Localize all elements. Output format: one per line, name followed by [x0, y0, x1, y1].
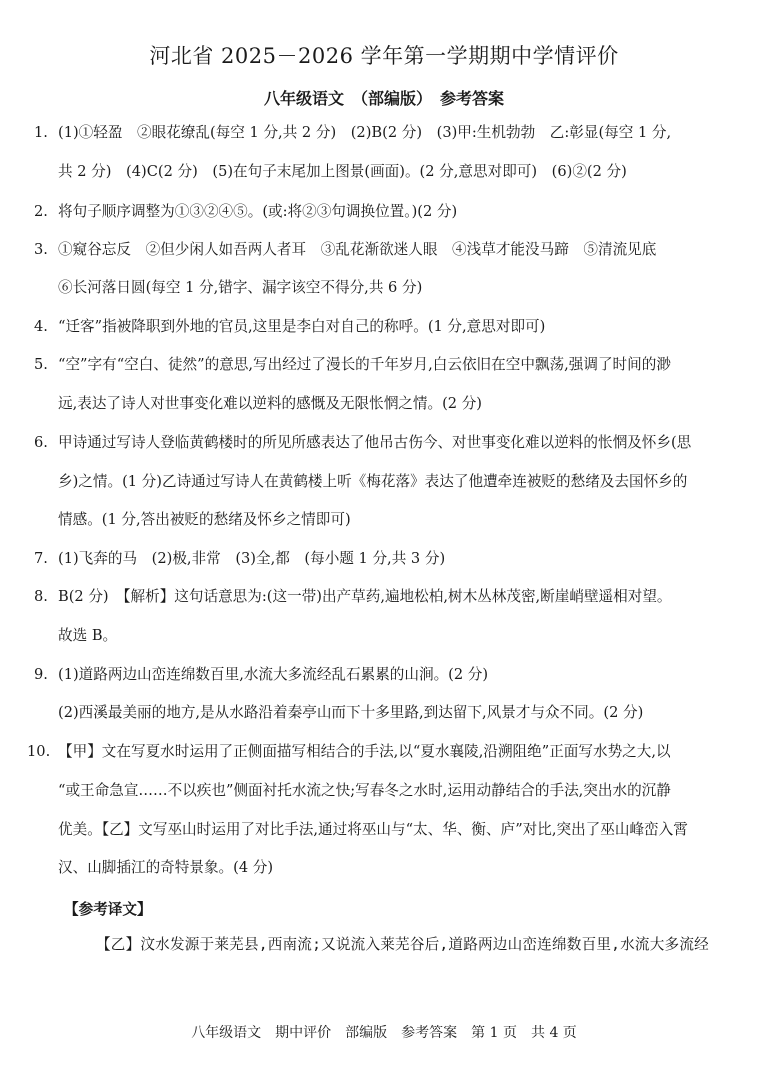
- reference-translation-heading: 【参考译文】: [64, 901, 152, 918]
- answer-2-number: 2.: [34, 203, 48, 220]
- answer-9-text-1: (1)道路两边山峦连绵数百里,水流大多流经乱石累累的山涧。(2 分): [58, 666, 489, 683]
- answer-6-line-3: [58, 510, 748, 530]
- answer-1-line-1: [34, 123, 748, 143]
- answer-4-line-1: [34, 317, 748, 337]
- answer-5-line-1: [34, 355, 748, 375]
- answer-2-line-1: [34, 202, 748, 222]
- answer-10-line-2: [58, 781, 748, 801]
- answer-3-line-1: [34, 240, 748, 260]
- answer-1-text-1: (1)①轻盈 ②眼花缭乱(每空 1 分,共 2 分) (2)B(2 分) (3)甲:生机勃勃 乙:彰显(每空 1 分,: [58, 124, 672, 141]
- answer-1-line-2: [58, 162, 748, 182]
- answer-9-line-1: [34, 665, 748, 685]
- answer-8-number: 8.: [34, 588, 48, 605]
- answer-3-text-2: ⑥长河落日圆(每空 1 分,错字、漏字该空不得分,共 6 分): [58, 279, 423, 296]
- document-subtitle: 八年级语文 （部编版） 参考答案: [263, 89, 504, 108]
- answer-4-number: 4.: [34, 318, 48, 335]
- answer-1-text-2: 共 2 分) (4)C(2 分) (5)在句子末尾加上图景(画面)。(2 分,意思对即可) (6)②(2 分): [58, 163, 627, 180]
- answer-3-number: 3.: [34, 241, 48, 258]
- answer-5-text-1: “空”字有“空白、徒然”的意思,写出经过了漫长的千年岁月,白云依旧在空中飘荡,强调了时间的渺: [58, 356, 671, 373]
- answer-3-line-2: [58, 278, 748, 298]
- answer-7-line-1: [34, 549, 748, 569]
- answer-7-number: 7.: [34, 550, 48, 567]
- answer-10-text-4: 汉、山脚插江的奇特景象。(4 分): [58, 859, 274, 876]
- page-footer: 八年级语文 期中评价 部编版 参考答案 第 1 页 共 4 页: [191, 1025, 577, 1041]
- answer-8-line-1: [34, 587, 748, 607]
- answer-6-line-2: [58, 472, 748, 492]
- answer-5-number: 5.: [34, 356, 48, 373]
- answer-10-line-4: [58, 858, 748, 878]
- answer-6-text-2: 乡)之情。(1 分)乙诗通过写诗人在黄鹤楼上听《梅花落》表达了他遭牵连被贬的愁绪及去国怀乡的: [58, 473, 688, 490]
- answer-6-text-1: 甲诗通过写诗人登临黄鹤楼时的所见所感表达了他吊古伤今、对世事变化难以逆料的怅惘及怀乡(思: [58, 434, 692, 451]
- answer-10-number: 10.: [27, 743, 51, 760]
- answer-9-text-2: (2)西溪最美丽的地方,是从水路沿着秦亭山而下十多里路,到达留下,风景才与众不同。(2 分): [58, 704, 644, 721]
- document-title: 河北省 2025－2026 学年第一学期期中学情评价: [149, 44, 619, 68]
- answer-10-text-1: 【甲】文在写夏水时运用了正侧面描写相结合的手法,以“夏水襄陵,沿溯阻绝”正面写水势之大,以: [58, 743, 671, 760]
- answer-4-text-1: “迁客”指被降职到外地的官员,这里是李白对自己的称呼。(1 分,意思对即可): [58, 318, 546, 335]
- answer-10-line-1: [27, 742, 748, 762]
- answer-6-number: 6.: [34, 434, 48, 451]
- reference-translation-text: 【乙】汶水发源于莱芜县,西南流;又说流入莱芜谷后,道路两边山峦连绵数百里,水流大多流经: [96, 936, 709, 953]
- answer-8-line-2: [58, 626, 748, 646]
- answer-6-text-3: 情感。(1 分,答出被贬的愁绪及怀乡之情即可): [58, 511, 351, 528]
- answer-5-line-2: [58, 394, 748, 414]
- answer-8-text-2: 故选 B。: [58, 627, 118, 644]
- answer-10-text-2: “或王命急宣……不以疾也”侧面衬托水流之快;写春冬之水时,运用动静结合的手法,突出水的沉静: [58, 782, 671, 799]
- answer-7-text-1: (1)飞奔的马 (2)极,非常 (3)全,都 (每小题 1 分,共 3 分): [58, 550, 446, 567]
- answer-9-line-2: [58, 703, 748, 723]
- answer-9-number: 9.: [34, 666, 48, 683]
- answer-6-line-1: [34, 433, 748, 453]
- answer-10-text-3: 优美。【乙】文写巫山时运用了对比手法,通过将巫山与“太、华、衡、庐”对比,突出了巫山峰峦入霄: [58, 821, 688, 838]
- answer-3-text-1: ①窥谷忘反 ②但少闲人如吾两人者耳 ③乱花渐欲迷人眼 ④浅草才能没马蹄 ⑤清流见底: [58, 241, 657, 258]
- answer-1-number: 1.: [34, 124, 48, 141]
- answer-10-line-3: [58, 820, 748, 840]
- answer-8-text-1: B(2 分) 【解析】这句话意思为:(这一带)出产草药,遍地松柏,树木丛林茂密,断崖峭壁遥相对望。: [58, 588, 672, 605]
- answer-5-text-2: 远,表达了诗人对世事变化难以逆料的感慨及无限怅惘之情。(2 分): [58, 395, 482, 412]
- answer-2-text-1: 将句子顺序调整为①③②④⑤。(或:将②③句调换位置。)(2 分): [58, 203, 458, 220]
